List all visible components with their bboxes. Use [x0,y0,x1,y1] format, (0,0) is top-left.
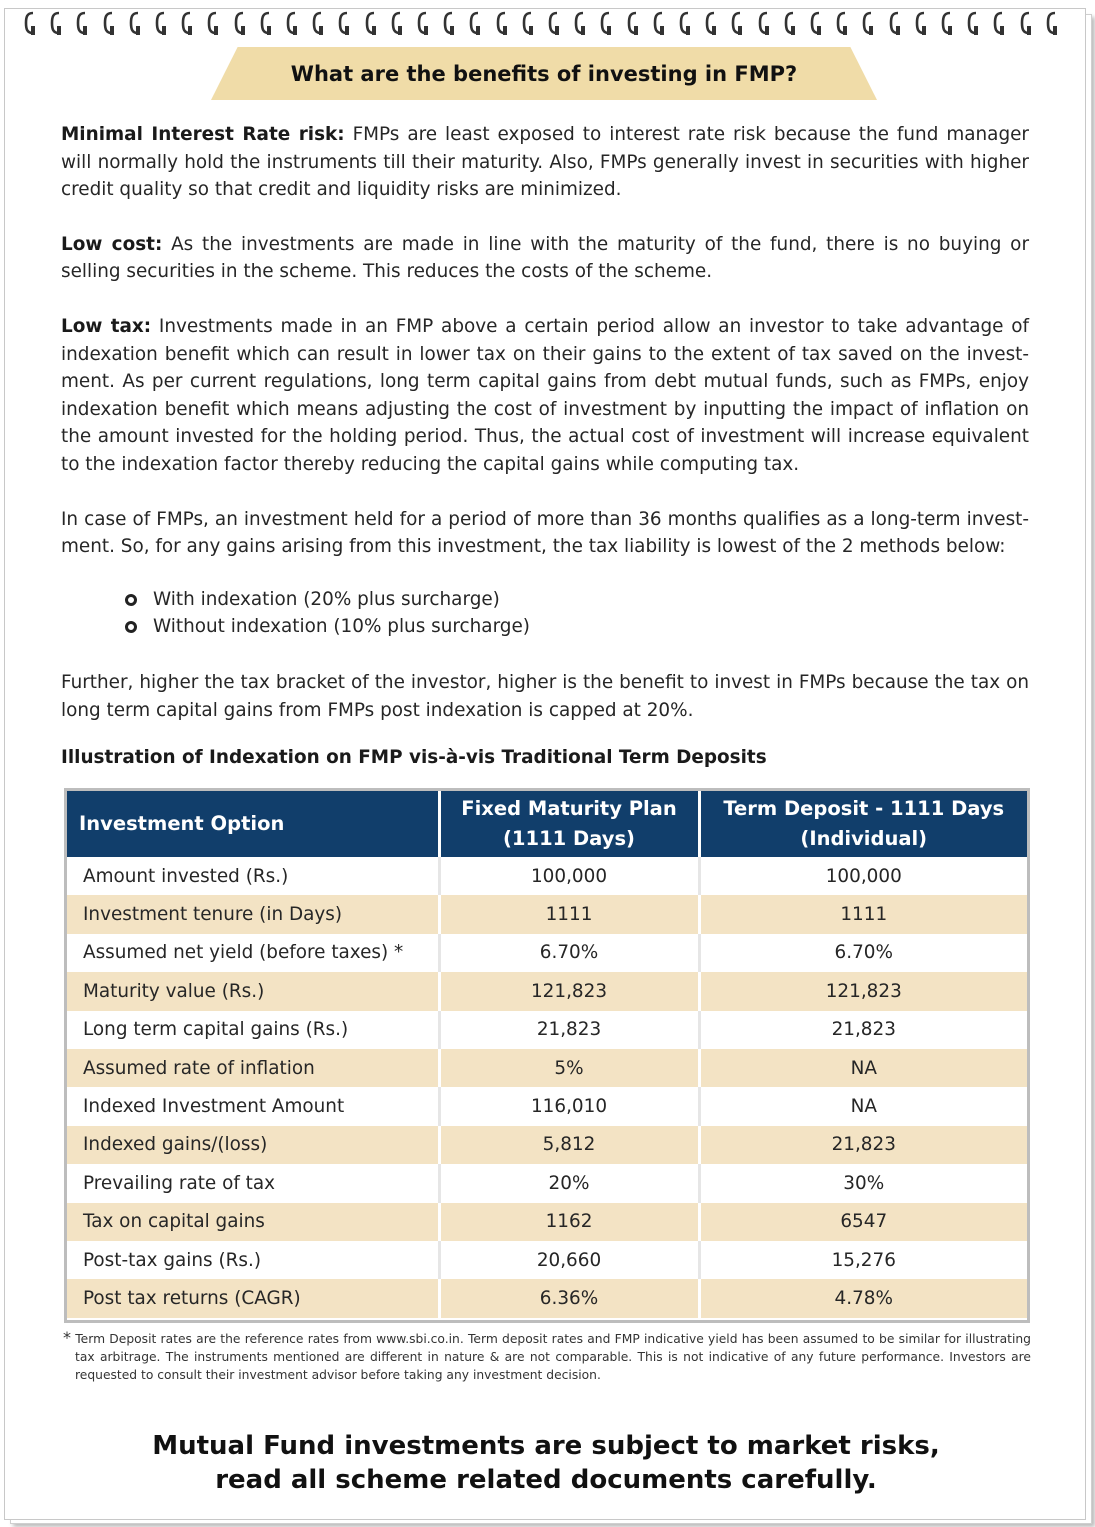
term-deposit-value: 30% [699,1164,1027,1202]
section-low-cost [61,231,1029,286]
binding-ring-icon [783,9,797,37]
method-list [125,586,1029,641]
row-label: Maturity value (Rs.) [67,972,439,1010]
section-text: Investments made in an FMP above a certain period allow an investor to take advantage of indexation benefit which can result in lower tax on their gains to the extent of tax saved on the invest-ment. As per current regulations, long term capital gains from debt mutual funds, such as FMPs, enjoy indexation benefit which means adjusting the cost of investment by inputting the impact of inflation on the amount invested for the holding period. Thus, the actual cost of investment will increase equivalent to the indexation factor thereby reducing the capital gains while computing tax. [61,315,1029,475]
binding-ring-icon [337,9,351,37]
list-item [125,613,1029,641]
footnote-asterisk: * [63,1328,71,1347]
disclaimer-line: read all scheme related documents carefully. [215,1465,877,1495]
table-row [67,895,1027,933]
footnote [63,1329,1031,1384]
table-row [67,857,1027,895]
fmp-value: 1162 [439,1203,699,1241]
table-row [67,1164,1027,1202]
term-deposit-value: 1111 [699,895,1027,933]
table-header-row [67,791,1027,857]
binding-ring-icon [573,9,587,37]
fmp-value: 100,000 [439,857,699,895]
footnote-text: Term Deposit rates are the reference rates from www.sbi.co.in. Term deposit rates and FMP indicative yield has been assumed to be similar for illustrating tax arbitrage. The instruments mentioned are different in nature & are not comparable. This is not indicative of any future performance. Investors are requested to consult their investment advisor before taking any investment decision. [71,1332,1031,1382]
row-label: Assumed net yield (before taxes) * [67,934,439,972]
row-label: Indexed gains/(loss) [67,1126,439,1164]
binding-ring-icon [1019,9,1033,37]
header-investment-option: Investment Option [67,791,439,857]
row-label: Amount invested (Rs.) [67,857,439,895]
binding-ring-icon [626,9,640,37]
row-label: Tax on capital gains [67,1203,439,1241]
row-label: Prevailing rate of tax [67,1164,439,1202]
term-deposit-value: NA [699,1049,1027,1087]
circle-bullet-icon [125,621,137,633]
fmp-value: 20% [439,1164,699,1202]
main-content [61,121,1029,771]
binding-ring-icon [206,9,220,37]
term-deposit-value: 6547 [699,1203,1027,1241]
term-deposit-value: 21,823 [699,1126,1027,1164]
term-deposit-value: NA [699,1087,1027,1125]
fmp-value: 20,660 [439,1241,699,1279]
binding-ring-icon [652,9,666,37]
risk-disclaimer [5,1429,1087,1497]
binding-ring-icon [259,9,273,37]
binding-ring-icon [102,9,116,37]
table-row [67,1126,1027,1164]
list-item [125,586,1029,614]
table-row [67,1049,1027,1087]
row-label: Assumed rate of inflation [67,1049,439,1087]
section-interest-rate [61,121,1029,204]
row-label: Post-tax gains (Rs.) [67,1241,439,1279]
table-row [67,1241,1027,1279]
binding-ring-icon [416,9,430,37]
binding-ring-icon [468,9,482,37]
fmp-value: 6.36% [439,1279,699,1317]
binding-ring-icon [23,9,37,37]
binding-ring-icon [390,9,404,37]
section-low-tax [61,313,1029,479]
binding-ring-icon [992,9,1006,37]
row-label: Investment tenure (in Days) [67,895,439,933]
header-term-deposit: Term Deposit - 1111 Days (Individual) [699,791,1027,857]
binding-ring-icon [495,9,509,37]
binding-ring-icon [809,9,823,37]
binding-ring-icon [311,9,325,37]
binding-ring-icon [966,9,980,37]
term-deposit-value: 121,823 [699,972,1027,1010]
spiral-binding [23,9,1088,39]
binding-ring-icon [128,9,142,37]
binding-ring-icon [757,9,771,37]
indexation-table [64,788,1030,1323]
long-term-paragraph: In case of FMPs, an investment held for a period of more than 36 months qualifies as a long-term invest-ment. So, for any gains arising from this investment, the tax liability is lowest of the 2 methods below: [61,508,1029,558]
binding-ring-icon [914,9,928,37]
binding-ring-icon [49,9,63,37]
table-title: Illustration of Indexation on FMP vis-à-vis Traditional Term Deposits [61,747,767,769]
term-deposit-value: 6.70% [699,934,1027,972]
table-row [67,934,1027,972]
binding-ring-icon [835,9,849,37]
table-row [67,1279,1027,1317]
disclaimer-line: Mutual Fund investments are subject to market risks, [152,1431,940,1461]
binding-ring-icon [940,9,954,37]
section-text: FMPs are least exposed to interest rate risk because the fund manager will normally hold the instruments till their maturity. Also, FMPs generally invest in securities with higher credit quality so that credit and liquidity risks are minimized. [61,124,1029,201]
section-text: As the investments are made in line with the maturity of the fund, there is no buying or selling securities in the scheme. This reduces the costs of the scheme. [61,233,1029,283]
fmp-value: 21,823 [439,1011,699,1049]
section-heading: Low tax: [61,315,152,337]
binding-ring-icon [233,9,247,37]
page-title: What are the benefits of investing in FMP? [290,61,798,86]
binding-ring-icon [442,9,456,37]
binding-ring-icon [364,9,378,37]
binding-ring-icon [678,9,692,37]
term-deposit-value: 21,823 [699,1011,1027,1049]
binding-ring-icon [730,9,744,37]
list-item-text: With indexation (20% plus surcharge) [153,588,500,610]
term-deposit-value: 15,276 [699,1241,1027,1279]
fmp-value: 1111 [439,895,699,933]
list-item-text: Without indexation (10% plus surcharge) [153,616,530,638]
header-fmp: Fixed Maturity Plan (1111 Days) [439,791,699,857]
term-deposit-value: 100,000 [699,857,1027,895]
circle-bullet-icon [125,594,137,606]
binding-ring-icon [861,9,875,37]
fmp-value: 121,823 [439,972,699,1010]
binding-ring-icon [154,9,168,37]
row-label: Indexed Investment Amount [67,1087,439,1125]
binding-ring-icon [521,9,535,37]
term-deposit-value: 4.78% [699,1279,1027,1317]
fmp-value: 5,812 [439,1126,699,1164]
binding-ring-icon [180,9,194,37]
row-label: Post tax returns (CAGR) [67,1279,439,1317]
further-paragraph: Further, higher the tax bracket of the investor, higher is the benefit to invest in FMPs because the tax on long term capital gains from FMPs post indexation is capped at 20%. [61,671,1029,721]
binding-ring-icon [888,9,902,37]
binding-ring-icon [285,9,299,37]
table-row [67,1087,1027,1125]
fmp-value: 6.70% [439,934,699,972]
page [4,8,1086,1520]
binding-ring-icon [75,9,89,37]
binding-ring-icon [704,9,718,37]
binding-ring-icon [1045,9,1059,37]
fmp-value: 116,010 [439,1087,699,1125]
fmp-value: 5% [439,1049,699,1087]
table-row [67,1203,1027,1241]
row-label: Long term capital gains (Rs.) [67,1011,439,1049]
section-heading: Low cost: [61,233,163,255]
table-row [67,972,1027,1010]
binding-ring-icon [547,9,561,37]
table-row [67,1011,1027,1049]
section-heading: Minimal Interest Rate risk: [61,124,345,145]
binding-ring-icon [599,9,613,37]
